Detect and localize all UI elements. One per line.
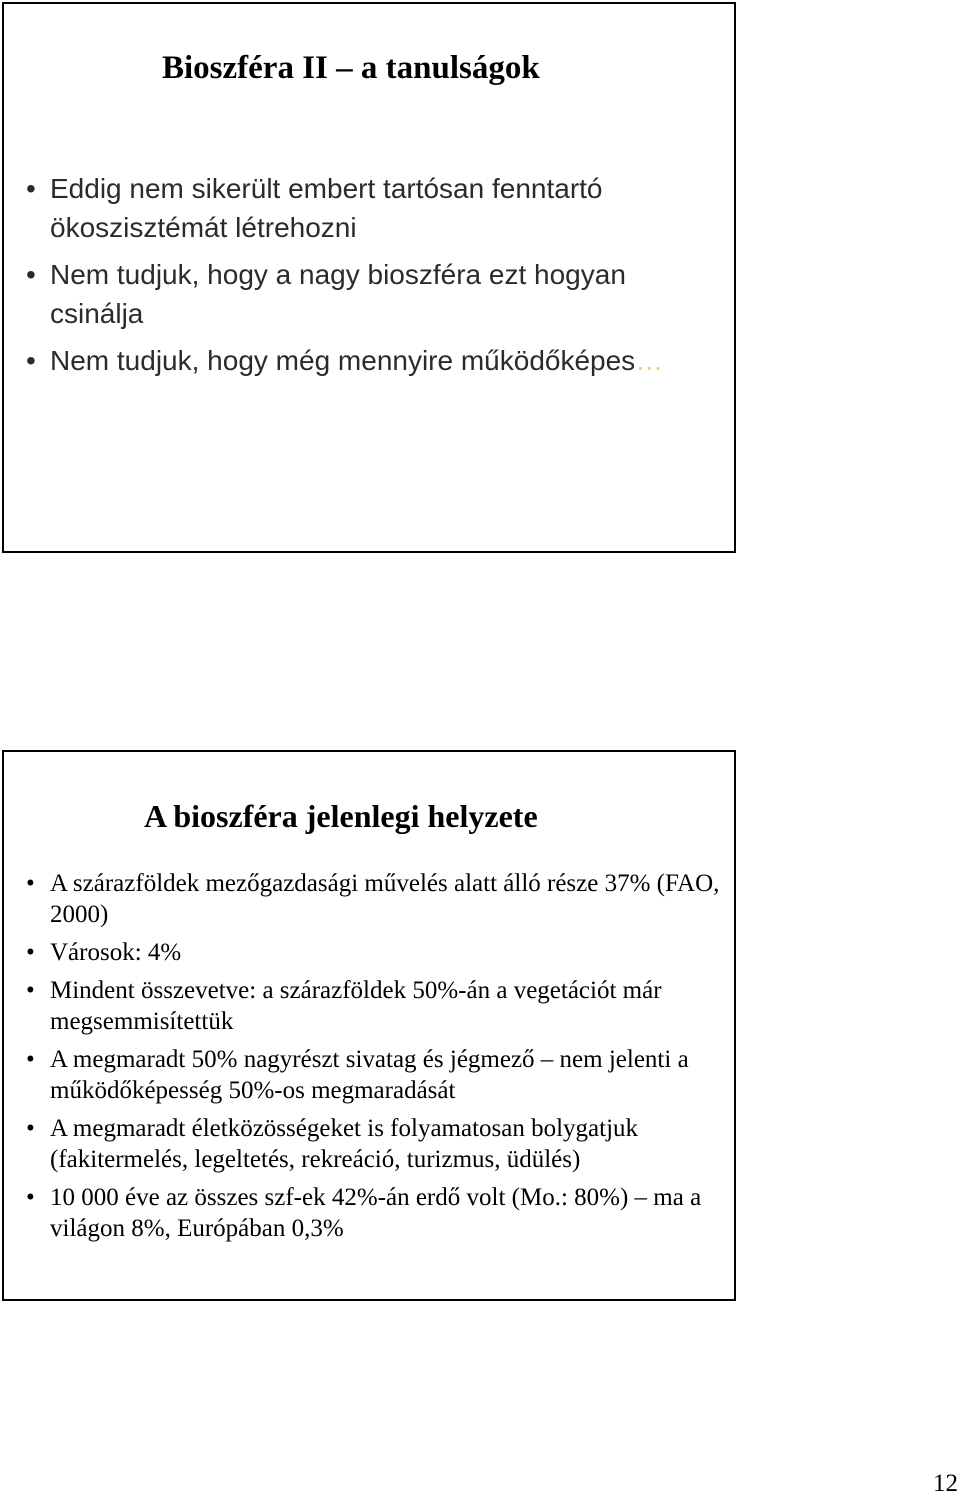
slide-2-bullet-list bbox=[22, 868, 732, 1251]
bullet-text: Városok: 4% bbox=[50, 939, 182, 966]
bullet-icon: • bbox=[26, 1184, 35, 1211]
bullet-text: A megmaradt 50% nagyrészt sivatag és jégmező – nem jelenti a működőképesség 50%-os megmaradását bbox=[50, 1046, 689, 1104]
bullet-icon: • bbox=[26, 870, 35, 897]
slide-1-bullet-list bbox=[22, 169, 722, 388]
bullet-icon: • bbox=[26, 1115, 35, 1142]
list-item bbox=[22, 1182, 732, 1244]
bullet-text: A szárazföldek mezőgazdasági művelés alatt álló része 37% (FAO, 2000) bbox=[50, 870, 720, 928]
list-item bbox=[22, 341, 722, 380]
bullet-text: Nem tudjuk, hogy a nagy bioszféra ezt hogyan csinálja bbox=[50, 259, 626, 329]
bullet-text: Nem tudjuk, hogy még mennyire működőképes bbox=[50, 345, 636, 376]
bullet-icon: • bbox=[26, 259, 36, 290]
bullet-icon: • bbox=[26, 977, 35, 1004]
list-item bbox=[22, 937, 732, 968]
bullet-text: Mindent összevetve: a szárazföldek 50%-án a vegetációt már megsemmisítettük bbox=[50, 977, 662, 1035]
slide-2-title: A bioszféra jelenlegi helyzete bbox=[144, 798, 538, 834]
bullet-text: Eddig nem sikerült embert tartósan fenntartó ökoszisztémát létrehozni bbox=[50, 173, 603, 243]
page-number: 12 bbox=[933, 1470, 958, 1497]
slide-2 bbox=[2, 750, 736, 1301]
list-item bbox=[22, 975, 732, 1037]
list-item bbox=[22, 1113, 732, 1175]
bullet-icon: • bbox=[26, 345, 36, 376]
bullet-icon: • bbox=[26, 173, 36, 204]
slide-1 bbox=[2, 2, 736, 553]
slide-1-title: Bioszféra II – a tanulságok bbox=[162, 50, 540, 86]
list-item bbox=[22, 868, 732, 930]
ellipsis: … bbox=[635, 345, 664, 376]
list-item bbox=[22, 1044, 732, 1106]
list-item bbox=[22, 169, 722, 247]
bullet-icon: • bbox=[26, 939, 35, 966]
bullet-text: A megmaradt életközösségeket is folyamatosan bolygatjuk (fakitermelés, legeltetés, rekreáció, turizmus, üdülés) bbox=[50, 1115, 639, 1173]
bullet-text: 10 000 éve az összes szf-ek 42%-án erdő volt (Mo.: 80%) – ma a világon 8%, Európában 0,3% bbox=[50, 1184, 702, 1242]
list-item bbox=[22, 255, 722, 333]
bullet-icon: • bbox=[26, 1046, 35, 1073]
